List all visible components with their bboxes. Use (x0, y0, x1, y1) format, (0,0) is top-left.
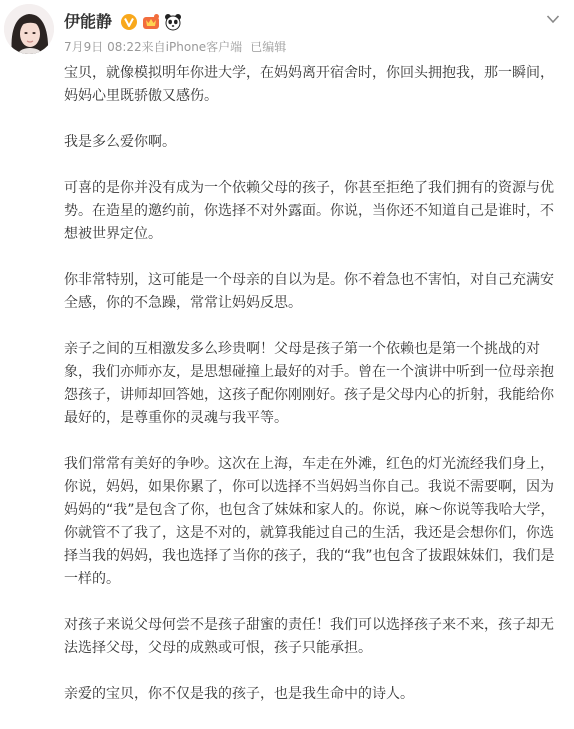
verified-v-icon[interactable] (120, 13, 138, 31)
chevron-down-icon[interactable] (546, 14, 560, 24)
paragraph: 亲爱的宝贝，你不仅是我的孩子，也是我生命中的诗人。 (64, 686, 414, 702)
paragraph: 我们常常有美好的争吵。这次在上海，车走在外滩，红色的灯光流经我们身上，你说，妈妈，如果你累了，你可以选择不当妈妈当你自己。我说不需要啊，因为妈妈的“我”是包含了你，也包含了妹妹和家人的。你说，麻～你说等我哈大学，你就管不了我了，这是不对的，就算我能过自己的生活，我还是会想你们，你选择当我的妈妈，我也选择了当你的孩子，我的“我”也包含了拔跟妹妹们，我们是一样的。 (64, 456, 555, 587)
post-header (0, 0, 574, 62)
paragraph: 亲子之间的互相激发多么珍贵啊！父母是孩子第一个依赖也是第一个挑战的对象，我们亦师亦友，是思想碰撞上最好的对手。曾在一个演讲中听到一位母亲抱怨孩子，讲师却回答她，这孩子配你刚刚好。孩子是父母内心的折射，我能给你最好的，是尊重你的灵魂与我平等。 (64, 341, 554, 426)
post-content (64, 62, 564, 729)
avatar[interactable] (4, 4, 54, 54)
vip-crown-icon[interactable] (142, 13, 160, 31)
paragraph: 你非常特别，这可能是一个母亲的自以为是。你不着急也不害怕，对自己充满安全感，你的不急躁，常常让妈妈反思。 (64, 272, 554, 311)
author-name[interactable]: 伊能静 (64, 12, 113, 31)
paragraph: 宝贝，就像模拟明年你进大学，在妈妈离开宿舍时，你回头拥抱我，那一瞬间，妈妈心里既骄傲又感伤。 (64, 65, 554, 104)
panda-icon[interactable] (164, 13, 182, 31)
post-meta (64, 39, 292, 55)
edited-label[interactable]: 已编辑 (250, 40, 287, 54)
post-source: 来自iPhone客户端 (141, 40, 243, 54)
paragraph: 对孩子来说父母何尝不是孩子甜蜜的责任！我们可以选择孩子来不来，孩子却无法选择父母，父母的成熟或可恨，孩子只能承担。 (64, 617, 554, 656)
avatar-portrait-icon (4, 4, 54, 54)
paragraph: 我是多么爱你啊。 (64, 134, 176, 150)
author-badges (120, 13, 182, 31)
post-time[interactable]: 7月9日 08:22 (64, 40, 142, 54)
paragraph: 可喜的是你并没有成为一个依赖父母的孩子，你甚至拒绝了我们拥有的资源与优势。在造星的邀约前，你选择不对外露面。你说，当你还不知道自己是谁时，不想被世界定位。 (64, 180, 554, 242)
